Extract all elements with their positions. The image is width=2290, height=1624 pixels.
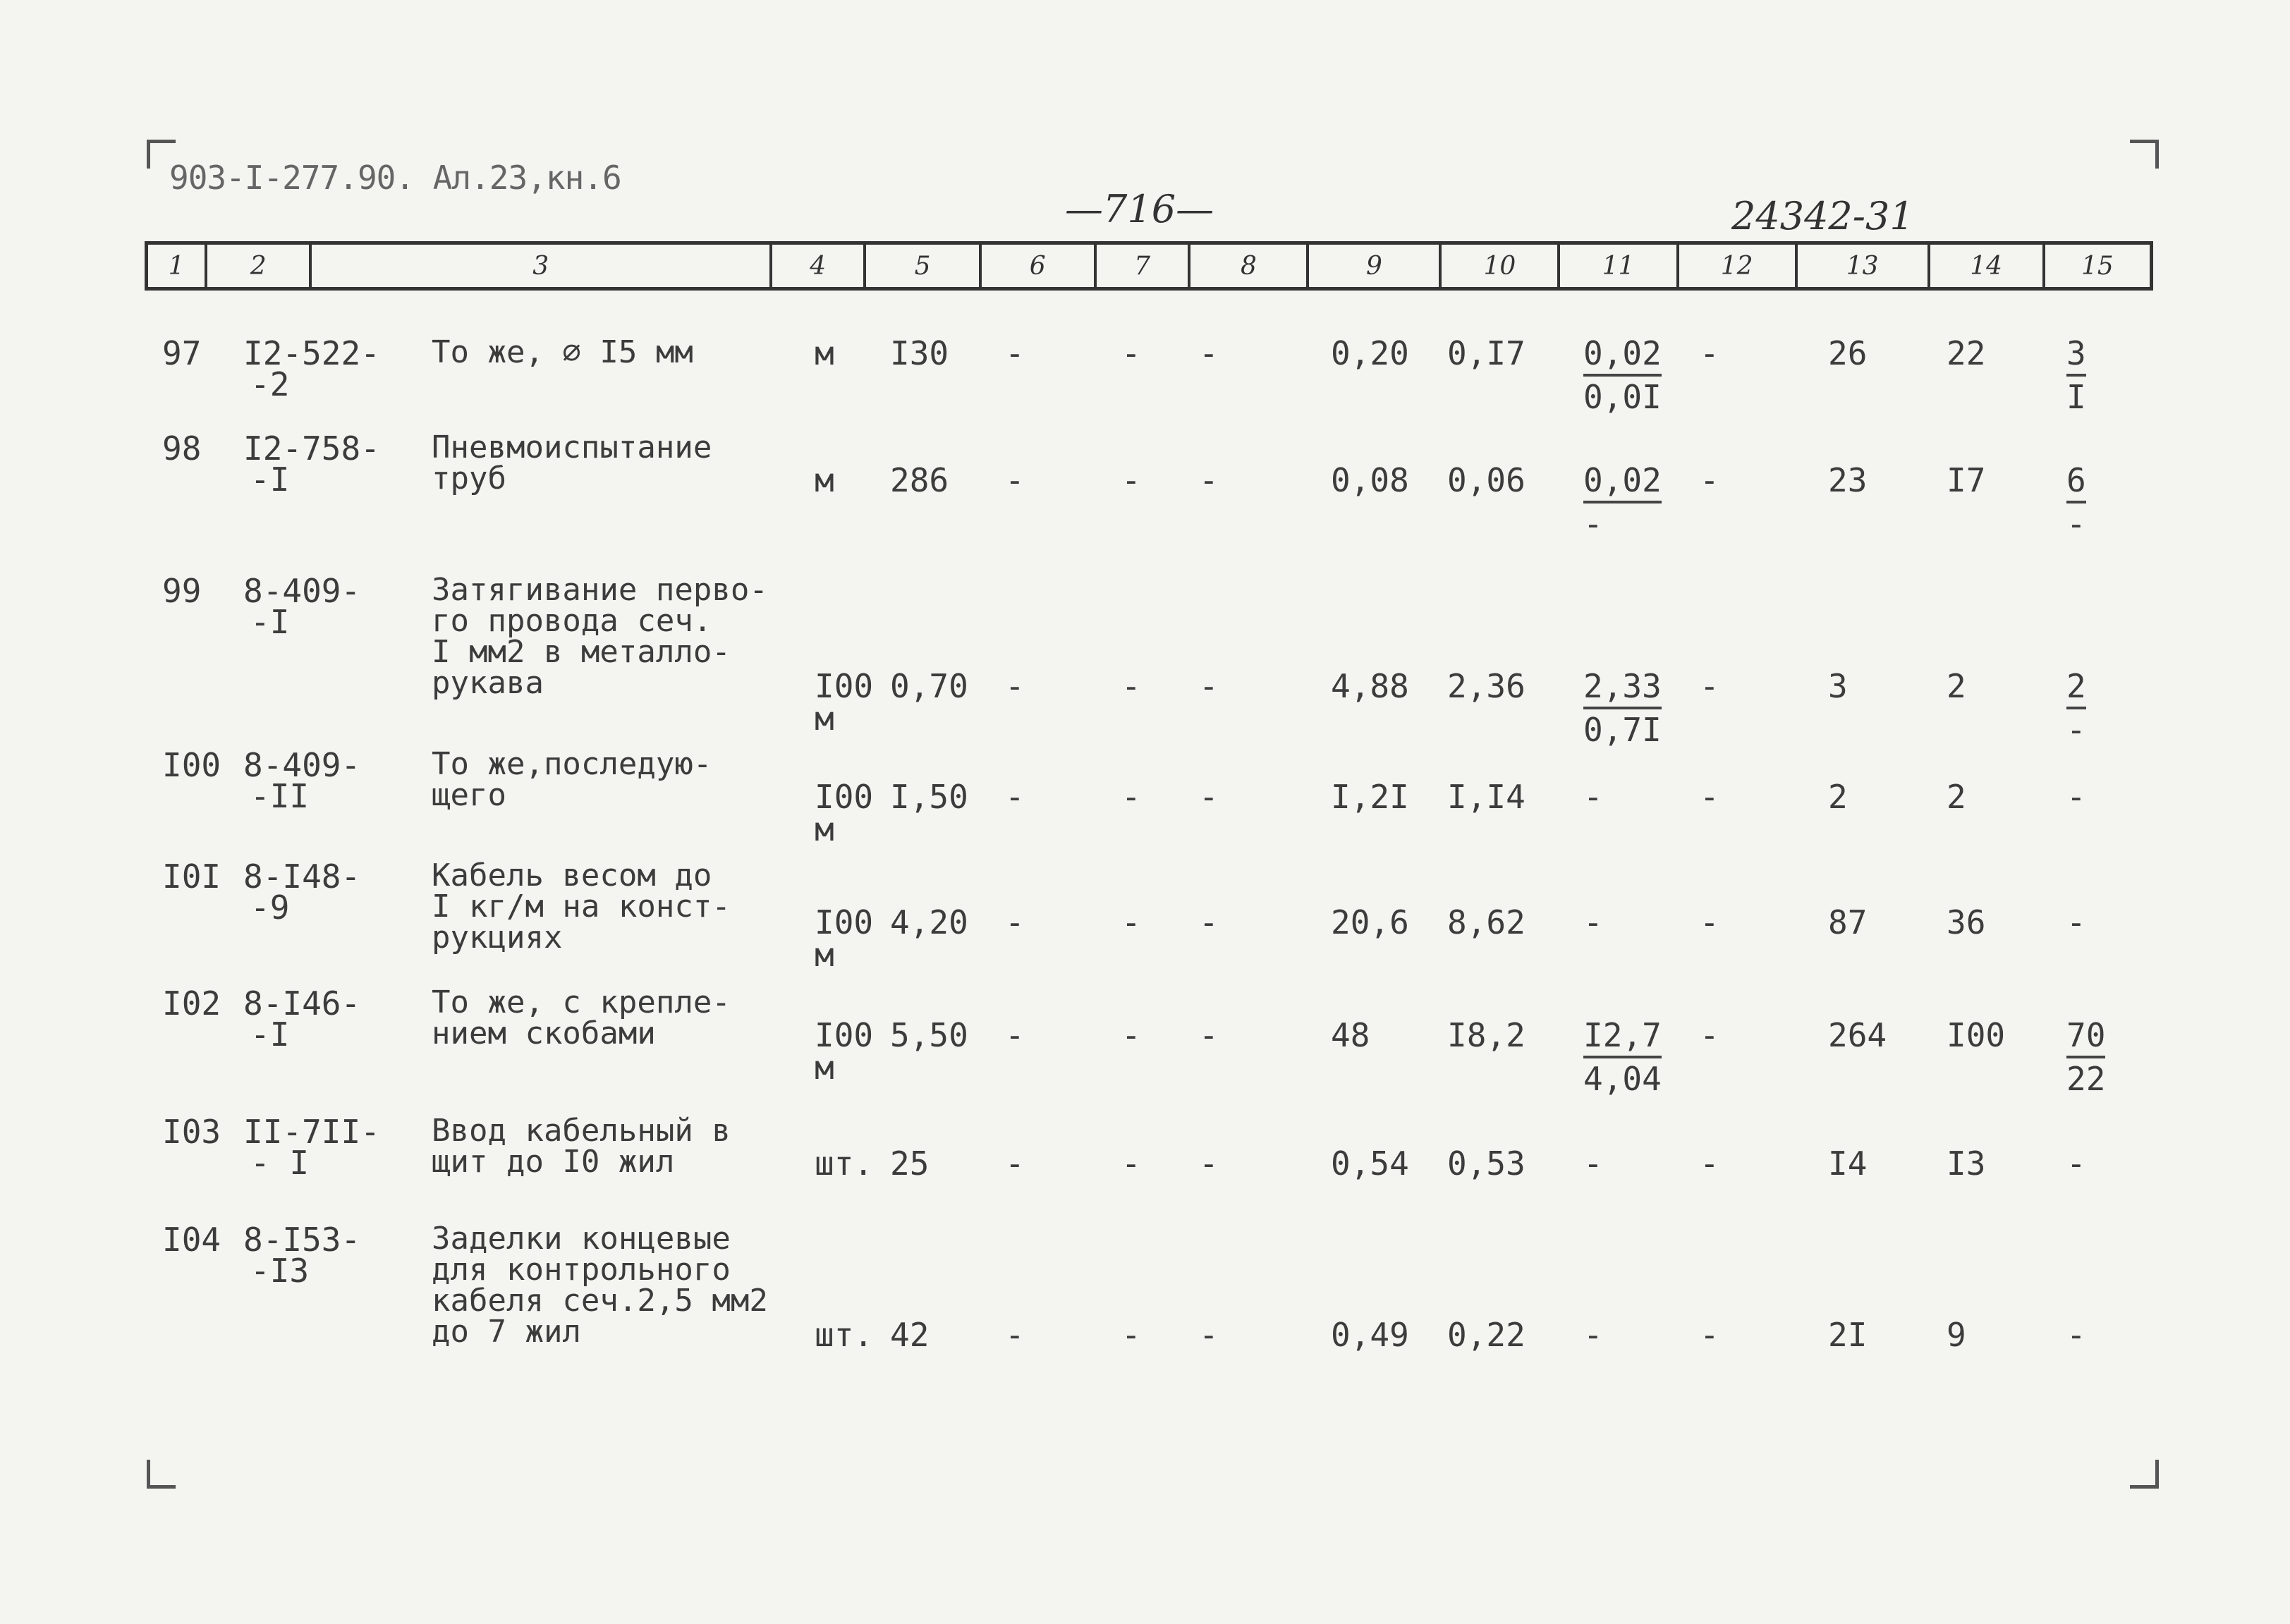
- col-14-value: 22: [1947, 334, 1986, 372]
- row-number: I02: [162, 984, 221, 1022]
- col-8-value: -: [1199, 1016, 1219, 1054]
- col-14-value: I7: [1947, 461, 1986, 499]
- col-7-value: -: [1121, 1144, 1141, 1183]
- column-header-5: 5: [866, 245, 981, 287]
- col-13-value: 2I: [1828, 1316, 1868, 1354]
- col-7-value: -: [1121, 667, 1141, 705]
- column-header-3: 3: [312, 245, 772, 287]
- col-10-value: 0,22: [1447, 1316, 1525, 1354]
- col-9-value: I,2I: [1331, 778, 1409, 816]
- unit: I00: [815, 1016, 874, 1054]
- corner-mark-top-right: [2130, 140, 2159, 169]
- column-header-12: 12: [1679, 245, 1798, 287]
- col-13-value: I4: [1828, 1144, 1868, 1183]
- col-6-value: -: [1005, 1016, 1025, 1054]
- work-description: То же,последую- щего: [432, 746, 712, 813]
- unit: м: [815, 334, 834, 372]
- col-12-value: -: [1700, 1316, 1719, 1354]
- column-header-4: 4: [772, 245, 867, 287]
- col-10-value: I8,2: [1447, 1016, 1525, 1054]
- row-number: I03: [162, 1113, 221, 1151]
- col-10-value: 0,53: [1447, 1144, 1525, 1183]
- col-6-value: -: [1005, 1316, 1025, 1354]
- document-code: 24342-31: [1731, 194, 1914, 238]
- unit: шт.: [815, 1316, 874, 1354]
- col-9-value: 20,6: [1331, 903, 1409, 941]
- col-10-value: 0,06: [1447, 461, 1525, 499]
- col-6-value: -: [1005, 1144, 1025, 1183]
- quantity: 4,20: [890, 903, 968, 941]
- quantity: I,50: [890, 778, 968, 816]
- col-15-value: 3: [2066, 337, 2086, 377]
- page-number: —716—: [1065, 187, 1214, 231]
- column-header-15: 15: [2081, 251, 2114, 281]
- col-11-value: -: [1583, 903, 1603, 941]
- col-11-value: -: [1583, 1144, 1603, 1183]
- rate-code: 8-I46-: [243, 984, 361, 1022]
- col-15-value: 70: [2066, 1019, 2105, 1058]
- col-10-value: 8,62: [1447, 903, 1525, 941]
- col-13-value: 264: [1828, 1016, 1887, 1054]
- col-7-value: -: [1121, 778, 1141, 816]
- rate-code: 8-I53-: [243, 1221, 361, 1259]
- col-11-subvalue: 0,7I: [1583, 711, 1662, 749]
- unit: шт.: [815, 1144, 874, 1183]
- col-9-value: 0,20: [1331, 334, 1409, 372]
- col-13-value: 26: [1828, 334, 1868, 372]
- col-12-value: -: [1700, 334, 1719, 372]
- rate-code-suffix: -II: [250, 777, 310, 815]
- col-11-value: 2,33: [1583, 670, 1662, 709]
- column-header-8: 8: [1190, 245, 1309, 287]
- col-12-value: -: [1700, 461, 1719, 499]
- unit: м: [815, 461, 834, 499]
- document-reference: 903-I-277.90. Ал.23,кн.6: [169, 159, 621, 197]
- col-10-value: I,I4: [1447, 778, 1525, 816]
- col-15-value: -: [2066, 903, 2086, 941]
- col-12-value: -: [1700, 778, 1719, 816]
- col-11-value: -: [1583, 778, 1603, 816]
- col-12-value: -: [1700, 903, 1719, 941]
- rate-code: 8-I48-: [243, 857, 361, 896]
- col-9-value: 0,08: [1331, 461, 1409, 499]
- rate-code: 8-409-: [243, 572, 361, 610]
- rate-code: 8-409-: [243, 746, 361, 784]
- rate-code-suffix: -9: [250, 889, 290, 927]
- row-number: 98: [162, 429, 202, 468]
- col-14-value: 9: [1947, 1316, 1966, 1354]
- unit-suffix: м: [815, 700, 834, 738]
- col-9-value: 0,49: [1331, 1316, 1409, 1354]
- column-header-6: 6: [982, 245, 1097, 287]
- col-14-value: I00: [1947, 1016, 2006, 1054]
- rate-code-suffix: -I: [250, 1015, 290, 1054]
- quantity: 5,50: [890, 1016, 968, 1054]
- quantity: 42: [890, 1316, 930, 1354]
- col-11-subvalue: 4,04: [1583, 1060, 1662, 1098]
- row-number: 99: [162, 572, 202, 610]
- col-8-value: -: [1199, 778, 1219, 816]
- column-header-13: 13: [1798, 245, 1930, 287]
- col-9-value: 0,54: [1331, 1144, 1409, 1183]
- rate-code-suffix: -I3: [250, 1252, 310, 1290]
- row-number: I00: [162, 746, 221, 784]
- col-14-value: 2: [1947, 667, 1966, 705]
- col-12-value: -: [1700, 1016, 1719, 1054]
- col-12-value: -: [1700, 667, 1719, 705]
- work-description: Ввод кабельный в щит до I0 жил: [432, 1113, 731, 1180]
- work-description: Заделки концевые для контрольного кабеля сеч.2,5 мм2 до 7 жил: [432, 1221, 768, 1350]
- col-15-subvalue: I: [2066, 378, 2086, 416]
- col-7-value: -: [1121, 334, 1141, 372]
- row-number: 97: [162, 334, 202, 372]
- col-6-value: -: [1005, 667, 1025, 705]
- row-number: I04: [162, 1221, 221, 1259]
- rate-code-suffix: -I: [250, 603, 290, 641]
- corner-mark-bottom-right: [2130, 1460, 2159, 1489]
- work-description: То же, ∅ I5 мм: [432, 334, 693, 370]
- col-11-subvalue: -: [1583, 505, 1603, 543]
- col-6-value: -: [1005, 461, 1025, 499]
- col-8-value: -: [1199, 903, 1219, 941]
- col-7-value: -: [1121, 903, 1141, 941]
- col-8-value: -: [1199, 334, 1219, 372]
- col-8-value: -: [1199, 1316, 1219, 1354]
- quantity: 25: [890, 1144, 930, 1183]
- col-15-value: -: [2066, 1316, 2086, 1354]
- col-8-value: -: [1199, 461, 1219, 499]
- col-11-subvalue: 0,0I: [1583, 378, 1662, 416]
- unit: I00: [815, 778, 874, 816]
- unit: I00: [815, 667, 874, 705]
- col-8-value: -: [1199, 667, 1219, 705]
- rate-code: I2-758-: [243, 429, 380, 468]
- column-header-1: 1: [148, 245, 207, 287]
- col-6-value: -: [1005, 334, 1025, 372]
- corner-mark-bottom-left: [147, 1460, 176, 1489]
- col-14-value: I3: [1947, 1144, 1986, 1183]
- col-14-value: 36: [1947, 903, 1986, 941]
- col-13-value: 2: [1828, 778, 1848, 816]
- work-description: Пневмоиспытание труб: [432, 429, 712, 496]
- col-10-value: 0,I7: [1447, 334, 1525, 372]
- col-9-value: 48: [1331, 1016, 1370, 1054]
- quantity: I30: [890, 334, 949, 372]
- unit-suffix: м: [815, 1049, 834, 1087]
- col-13-value: 87: [1828, 903, 1868, 941]
- column-header-2: 2: [207, 245, 312, 287]
- col-10-value: 2,36: [1447, 667, 1525, 705]
- col-13-value: 23: [1828, 461, 1868, 499]
- unit: I00: [815, 903, 874, 941]
- column-header-9: 9: [1309, 245, 1442, 287]
- col-6-value: -: [1005, 778, 1025, 816]
- work-description: То же, с крепле- нием скобами: [432, 984, 731, 1051]
- col-11-value: 0,02: [1583, 464, 1662, 503]
- col-8-value: -: [1199, 1144, 1219, 1183]
- col-13-value: 3: [1828, 667, 1848, 705]
- unit-suffix: м: [815, 810, 834, 848]
- column-header-7: 7: [1097, 245, 1191, 287]
- rate-code: II-7II-: [243, 1113, 380, 1151]
- col-12-value: -: [1700, 1144, 1719, 1183]
- column-header-11: 11: [1560, 245, 1679, 287]
- col-15-value: 6: [2066, 464, 2086, 503]
- col-7-value: -: [1121, 461, 1141, 499]
- rate-code-suffix: - I: [250, 1144, 310, 1182]
- col-11-value: -: [1583, 1316, 1603, 1354]
- work-description: Затягивание перво- го провода сеч. I мм2 в металло- рукава: [432, 572, 768, 701]
- col-7-value: -: [1121, 1016, 1141, 1054]
- rate-code-suffix: -I: [250, 460, 290, 499]
- work-description: Кабель весом до I кг/м на конст- рукциях: [432, 857, 731, 956]
- col-14-value: 2: [1947, 778, 1966, 816]
- col-15-value: 2: [2066, 670, 2086, 709]
- quantity: 286: [890, 461, 949, 499]
- col-6-value: -: [1005, 903, 1025, 941]
- col-11-value: I2,7: [1583, 1019, 1662, 1058]
- rate-code-suffix: -2: [250, 365, 290, 403]
- unit-suffix: м: [815, 936, 834, 974]
- rate-code: I2-522-: [243, 334, 380, 372]
- col-9-value: 4,88: [1331, 667, 1409, 705]
- col-15-subvalue: 22: [2066, 1060, 2106, 1098]
- col-11-value: 0,02: [1583, 337, 1662, 377]
- col-15-subvalue: -: [2066, 711, 2086, 749]
- column-header-10: 10: [1442, 245, 1560, 287]
- col-15-subvalue: -: [2066, 505, 2086, 543]
- quantity: 0,70: [890, 667, 968, 705]
- col-15-value: -: [2066, 778, 2086, 816]
- col-15-value: -: [2066, 1144, 2086, 1183]
- row-number: I0I: [162, 857, 221, 896]
- col-7-value: -: [1121, 1316, 1141, 1354]
- column-header-14: 14: [1930, 245, 2045, 287]
- column-number-header: [145, 241, 2153, 291]
